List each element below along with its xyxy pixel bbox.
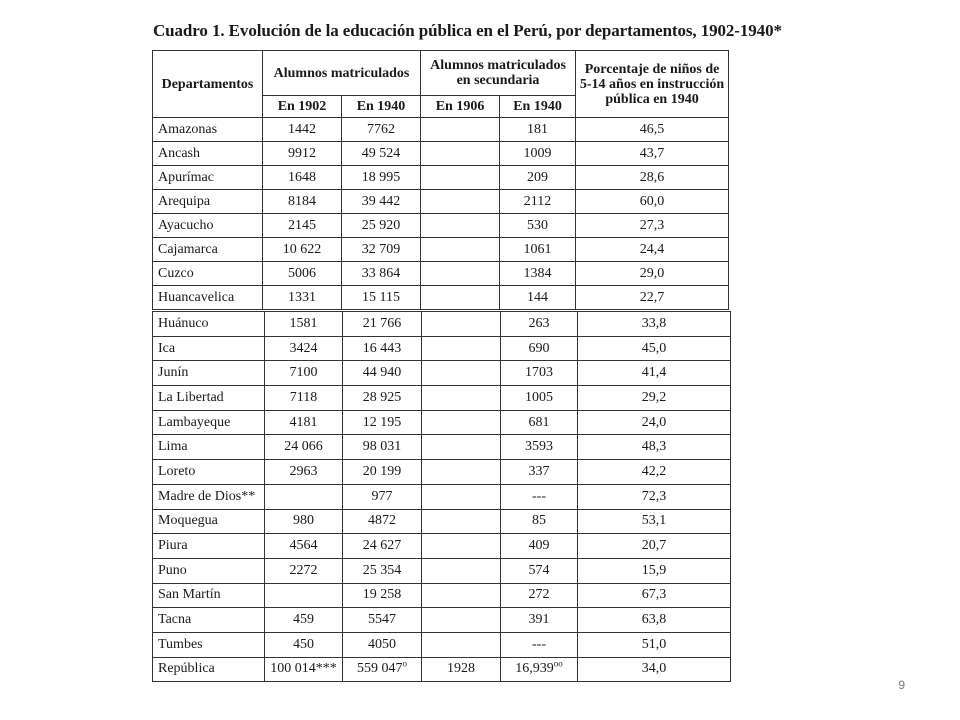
cell-departamento [153,336,265,361]
cell-secundaria-1906 [422,336,501,361]
table-row [153,118,729,142]
cell-matriculados-1902 [265,386,343,411]
cell-departamento [153,214,263,238]
cell-porcentaje [576,262,729,286]
cell-porcentaje [578,435,731,460]
cell-secundaria-1906 [421,262,500,286]
table-row [153,608,731,633]
cell-matriculados-1902-text: 1581 [289,315,318,331]
cell-secundaria-1940 [501,361,578,386]
cell-matriculados-1902-text: 4564 [289,538,318,554]
cell-departamento [153,509,265,534]
cell-matriculados-1940 [343,410,422,435]
cell-matriculados-1902-text: 10 622 [282,241,322,257]
cell-porcentaje-text: 42,2 [641,463,667,479]
cell-secundaria-1940 [500,142,576,166]
cell-matriculados-1902-text: 459 [293,612,314,628]
cell-porcentaje-text: 72,3 [641,488,667,504]
cell-secundaria-1906 [422,410,501,435]
cell-porcentaje [576,190,729,214]
cell-departamento-text: Moquegua [158,513,218,529]
cell-matriculados-1902-text: 450 [293,636,314,652]
cell-secundaria-1906 [421,286,500,310]
cell-secundaria-1906 [422,583,501,608]
cell-porcentaje [576,214,729,238]
cell-matriculados-1902 [265,336,343,361]
cell-matriculados-1940 [342,190,421,214]
cell-matriculados-1902 [263,214,342,238]
table-row [153,410,731,435]
cell-matriculados-1902-text: 7100 [289,365,318,381]
cell-departamento [153,410,265,435]
cell-departamento [153,558,265,583]
cell-porcentaje [578,632,731,657]
cell-matriculados-1940-text: 19 258 [362,587,402,603]
cell-departamento-text: Arequipa [158,193,211,209]
cell-departamento-text: Ayacucho [158,217,214,233]
cell-matriculados-1902-text: 1648 [288,169,316,185]
cell-porcentaje [578,657,731,682]
cell-matriculados-1902 [263,166,342,190]
table-row [153,336,731,361]
cell-matriculados-1902-text: 1331 [288,289,316,305]
table-row [153,484,731,509]
table-row [153,361,731,386]
cell-porcentaje [578,410,731,435]
cell-matriculados-1902-text: 8184 [288,193,316,209]
cell-departamento-text: Lima [158,439,188,455]
table-top-section [152,50,729,310]
cell-matriculados-1902 [265,410,343,435]
cell-matriculados-1940 [343,484,422,509]
cell-departamento-text: San Martín [158,587,221,603]
header-porcentaje-line3: pública en 1940 [605,91,699,107]
cell-matriculados-1940 [343,632,422,657]
cell-departamento [153,632,265,657]
cell-matriculados-1940-text: 24 627 [362,538,402,554]
cell-matriculados-1940-text: 25 920 [361,217,401,233]
table-row [153,238,729,262]
table-row [153,657,731,682]
cell-departamento-text: Ancash [158,145,200,161]
cell-matriculados-1902 [265,509,343,534]
cell-porcentaje-text: 51,0 [641,636,667,652]
cell-matriculados-1940-text: 44 940 [362,365,402,381]
cell-secundaria-1940 [501,534,578,559]
table-row [153,632,731,657]
table-row [153,435,731,460]
cell-matriculados-1940 [343,509,422,534]
cell-matriculados-1940-text: 28 925 [362,389,402,405]
cell-matriculados-1940-text: 33 864 [361,265,401,281]
cell-matriculados-1902-text: 24 066 [284,439,323,455]
cell-matriculados-1902 [265,657,343,682]
cell-matriculados-1902 [263,286,342,310]
cell-secundaria-1906-text: 1928 [447,661,475,677]
cell-secundaria-1940 [500,214,576,238]
header-porcentaje-line1: Porcentaje de niños de [584,61,720,77]
table-top-body [153,118,729,310]
cell-porcentaje [578,608,731,633]
cell-secundaria-1940 [501,435,578,460]
cell-secundaria-1940-text: 1009 [523,145,552,161]
cell-porcentaje-text: 20,7 [641,538,667,554]
cell-secundaria-1940 [500,118,576,142]
cell-matriculados-1902 [265,484,343,509]
table-row [153,214,729,238]
cell-secundaria-1940 [501,558,578,583]
cell-porcentaje-text: 45,0 [641,340,667,356]
cell-porcentaje-text: 46,5 [639,121,665,137]
cell-secundaria-1940-text: 181 [527,121,549,137]
cell-secundaria-1906 [421,142,500,166]
cell-matriculados-1902 [263,262,342,286]
cell-secundaria-1906 [422,484,501,509]
cell-porcentaje [578,336,731,361]
header-alumnos-secundaria-line1: Alumnos matriculados [430,58,566,73]
cell-porcentaje [578,361,731,386]
cell-secundaria-1940 [501,410,578,435]
cell-porcentaje [576,238,729,262]
cell-secundaria-1940 [501,608,578,633]
cell-departamento [153,312,265,337]
cell-matriculados-1940-text: 15 115 [362,289,400,305]
cell-secundaria-1906 [421,190,500,214]
cell-porcentaje-text: 15,9 [641,562,667,578]
cell-matriculados-1902 [265,558,343,583]
header-alumnos-secundaria-line2: en secundaria [456,73,540,88]
cell-matriculados-1940-text: 5547 [368,612,396,628]
cell-matriculados-1902-text: 2963 [289,463,318,479]
table-row [153,534,731,559]
cell-matriculados-1940 [343,361,422,386]
cell-secundaria-1940 [501,509,578,534]
cell-secundaria-1940 [501,484,578,509]
cell-secundaria-1906 [422,632,501,657]
cell-matriculados-1940 [343,558,422,583]
cell-departamento-text: Tumbes [158,636,203,652]
cell-secundaria-1940-text: 1384 [523,265,552,281]
cell-departamento [153,262,263,286]
cell-matriculados-1940 [343,460,422,485]
cell-secundaria-1906 [422,460,501,485]
cell-matriculados-1940-text: 18 995 [361,169,401,185]
cell-porcentaje-text: 48,3 [641,439,667,455]
header-alumnos-matriculados: Alumnos matriculados [263,51,421,96]
cell-matriculados-1940-text: 49 524 [361,145,401,161]
cell-matriculados-1940 [342,118,421,142]
cell-secundaria-1940-text: 272 [528,587,550,603]
cell-secundaria-1940-superscript: oo [553,658,563,669]
header-en-1902: En 1902 [263,96,342,118]
cell-secundaria-1906 [422,509,501,534]
table-bottom-body [153,312,731,682]
cell-departamento-text: Huancavelica [158,289,235,305]
cell-secundaria-1940-text: 3593 [525,439,553,455]
header-alumnos-secundaria [421,51,576,96]
cell-secundaria-1906 [422,608,501,633]
cell-departamento [153,460,265,485]
cell-departamento-text: Ica [158,340,176,356]
cell-matriculados-1940-text: 977 [371,488,393,504]
table-row [153,286,729,310]
table-row [153,190,729,214]
cell-matriculados-1940 [343,336,422,361]
header-porcentaje [576,51,729,118]
cell-porcentaje [578,386,731,411]
cell-matriculados-1940 [342,262,421,286]
cell-secundaria-1906 [421,118,500,142]
cell-departamento [153,166,263,190]
cell-departamento-text: Huánuco [158,315,209,331]
cell-porcentaje-text: 29,2 [641,389,667,405]
cell-secundaria-1940-text: --- [532,488,546,504]
cell-porcentaje-text: 41,4 [641,365,667,381]
cell-porcentaje [576,286,729,310]
header-en-1906: En 1906 [421,96,500,118]
cell-secundaria-1906 [422,657,501,682]
cell-secundaria-1940 [500,262,576,286]
cell-secundaria-1906 [421,214,500,238]
cell-matriculados-1902 [263,118,342,142]
cell-departamento [153,484,265,509]
cell-departamento-text: Puno [158,562,187,578]
cell-porcentaje-text: 43,7 [639,145,665,161]
table-row [153,386,731,411]
table-row [153,142,729,166]
cell-matriculados-1940-text: 39 442 [361,193,401,209]
cell-secundaria-1940-text: 690 [528,340,550,356]
cell-secundaria-1940-text: 263 [528,315,550,331]
cell-matriculados-1902 [265,435,343,460]
cell-matriculados-1940 [343,608,422,633]
cell-matriculados-1902-text: 3424 [289,340,318,356]
cell-secundaria-1940 [501,312,578,337]
cell-porcentaje [578,509,731,534]
cell-matriculados-1940 [343,657,422,682]
cell-matriculados-1940-text: 25 354 [362,562,402,578]
cell-porcentaje-text: 33,8 [641,315,667,331]
cell-departamento-text: Lambayeque [158,414,231,430]
cell-matriculados-1902 [263,190,342,214]
header-departamentos: Departamentos [153,51,263,118]
cell-departamento [153,608,265,633]
cell-secundaria-1906 [422,534,501,559]
cell-porcentaje [578,558,731,583]
cell-secundaria-1940 [501,583,578,608]
cell-porcentaje-text: 34,0 [641,661,667,677]
cell-matriculados-1940-text: 4872 [368,513,396,529]
table-row [153,166,729,190]
cell-matriculados-1940-text: 32 709 [361,241,401,257]
cell-matriculados-1940-text: 12 195 [362,414,402,430]
cell-matriculados-1902-text: 2145 [288,217,316,233]
cell-matriculados-1902-text: 2272 [289,562,318,578]
cell-departamento-text: La Libertad [158,389,224,405]
cell-secundaria-1940 [500,190,576,214]
cell-secundaria-1940-text: 1703 [525,365,553,381]
cell-porcentaje [578,312,731,337]
cell-porcentaje-text: 22,7 [639,289,665,305]
cell-matriculados-1940-text: 98 031 [362,439,402,455]
cell-matriculados-1940 [342,166,421,190]
cell-matriculados-1940-text: 20 199 [362,463,402,479]
cell-matriculados-1940 [342,214,421,238]
table-bottom-section [152,311,731,682]
cell-matriculados-1940-text: 559 047 [357,661,403,677]
cell-departamento [153,118,263,142]
cell-secundaria-1940 [500,166,576,190]
cell-departamento [153,657,265,682]
cell-secundaria-1940-text: 2112 [523,193,552,209]
cell-porcentaje-text: 60,0 [639,193,665,209]
cell-secundaria-1940-text: 391 [528,612,550,628]
cell-matriculados-1940 [342,286,421,310]
cell-matriculados-1902 [265,583,343,608]
cell-secundaria-1940-text: 337 [528,463,550,479]
cell-secundaria-1906 [422,312,501,337]
cell-porcentaje-text: 24,0 [641,414,667,430]
cell-secundaria-1940 [500,286,576,310]
cell-porcentaje-text: 63,8 [641,612,667,628]
cell-matriculados-1902-text: 980 [293,513,314,529]
cell-matriculados-1902 [265,632,343,657]
cell-secundaria-1940-text: 409 [528,538,550,554]
cell-departamento-text: Cuzco [158,265,194,281]
cell-secundaria-1940 [501,386,578,411]
cell-porcentaje [578,460,731,485]
cell-matriculados-1902-text: 4181 [289,414,318,430]
cell-secundaria-1940-text: 1005 [525,389,553,405]
header-porcentaje-line2: 5-14 años en instrucción [579,76,725,92]
cell-matriculados-1902 [265,534,343,559]
cell-porcentaje-text: 53,1 [641,513,667,529]
cell-departamento [153,238,263,262]
cell-porcentaje-text: 24,4 [639,241,665,257]
cell-porcentaje-text: 27,3 [639,217,665,233]
cell-porcentaje [576,166,729,190]
cell-matriculados-1940 [343,534,422,559]
cell-departamento [153,583,265,608]
cell-secundaria-1906 [422,435,501,460]
cell-porcentaje [576,118,729,142]
table-row [153,509,731,534]
cell-matriculados-1902 [265,361,343,386]
cell-secundaria-1940-text: --- [532,636,546,652]
cell-departamento-text: Cajamarca [158,241,218,257]
cell-departamento-text: República [158,661,215,677]
cell-porcentaje [578,484,731,509]
cell-secundaria-1940 [501,632,578,657]
cell-secundaria-1940 [501,657,578,682]
cell-departamento [153,534,265,559]
cell-matriculados-1940-text: 4050 [368,636,396,652]
cell-secundaria-1940-text: 1061 [523,241,552,257]
cell-secundaria-1940-text: 209 [527,169,549,185]
cell-porcentaje-text: 29,0 [639,265,665,281]
header-en-1940-secundaria: En 1940 [500,96,576,118]
table-row [153,312,731,337]
cell-porcentaje [578,534,731,559]
cell-matriculados-1940 [342,238,421,262]
cell-departamento-text: Amazonas [158,121,218,137]
cell-matriculados-1940-superscript: o [402,658,407,669]
cell-departamento-text: Apurímac [158,169,214,185]
cell-secundaria-1906 [422,386,501,411]
page-number: 9 [898,678,905,692]
cell-matriculados-1940 [343,435,422,460]
cell-secundaria-1940-text: 574 [528,562,550,578]
cell-secundaria-1940 [501,336,578,361]
cell-departamento [153,142,263,166]
table-row [153,460,731,485]
cell-matriculados-1902-text: 9912 [288,145,316,161]
cell-departamento-text: Piura [158,538,188,554]
cell-departamento-text: Loreto [158,463,196,479]
cell-porcentaje [576,142,729,166]
cell-secundaria-1940-text: 530 [527,217,549,233]
cell-secundaria-1940 [500,238,576,262]
cell-matriculados-1940 [343,583,422,608]
cell-secundaria-1906 [421,238,500,262]
cell-porcentaje [578,583,731,608]
cell-secundaria-1906 [422,558,501,583]
header-en-1940-matriculados: En 1940 [342,96,421,118]
cell-secundaria-1940 [501,460,578,485]
cell-secundaria-1906 [422,361,501,386]
cell-matriculados-1940 [343,312,422,337]
cell-departamento [153,190,263,214]
cell-departamento-text: Tacna [158,612,192,628]
cell-departamento [153,286,263,310]
cell-departamento [153,361,265,386]
cell-departamento-text: Junín [158,365,189,381]
cell-matriculados-1902-text: 100 014*** [270,661,337,677]
cell-porcentaje-text: 67,3 [641,587,667,603]
cell-matriculados-1902 [265,460,343,485]
cell-secundaria-1906 [421,166,500,190]
cell-matriculados-1902-text: 5006 [288,265,316,281]
cell-secundaria-1940-text: 681 [528,414,550,430]
cell-departamento [153,386,265,411]
table-row [153,583,731,608]
cell-matriculados-1940 [343,386,422,411]
cell-matriculados-1902 [263,238,342,262]
table-row [153,262,729,286]
cell-matriculados-1902 [265,608,343,633]
cell-departamento-text: Madre de Dios** [158,488,256,504]
cell-secundaria-1940-text: 16,939 [515,661,554,677]
cell-secundaria-1940-text: 85 [532,513,546,529]
table-title: Cuadro 1. Evolución de la educación pública en el Perú, por departamentos, 1902-1940* [153,21,782,40]
cell-secundaria-1940-text: 144 [527,289,549,305]
table-row [153,558,731,583]
cell-matriculados-1902-text: 7118 [289,389,318,405]
cell-porcentaje-text: 28,6 [639,169,665,185]
cell-matriculados-1902 [265,312,343,337]
cell-matriculados-1940-text: 16 443 [362,340,402,356]
cell-matriculados-1940-text: 7762 [367,121,395,137]
cell-matriculados-1902-text: 1442 [288,121,316,137]
cell-departamento [153,435,265,460]
cell-matriculados-1902 [263,142,342,166]
cell-matriculados-1940-text: 21 766 [362,315,402,331]
cell-matriculados-1940 [342,142,421,166]
